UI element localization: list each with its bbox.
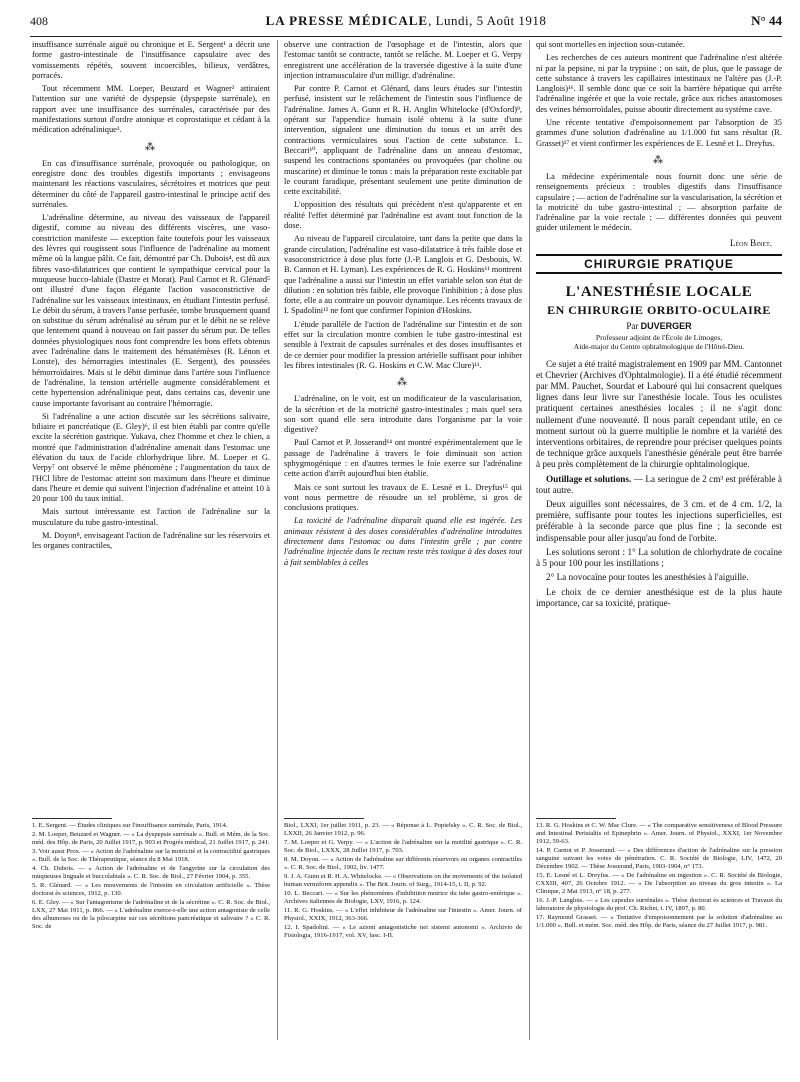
- footnote: 2. M. Loeper, Beuzard et Wagner. — « La dyspepsie surrénale ». Bull. et Mém. de la Soc. méd. des Hôp. de Paris, 20 Juillet 1917, p. 903 et Progrès médical, 21 Juillet 1917, p. 241.: [32, 831, 270, 846]
- footnote: 11. R. G. Hoskins. — « L'effet inhibiteur de l'adrénaline sur l'intestin ». Amer. Journ. of Physiol., XXIX, 1912, 363-366.: [284, 907, 522, 922]
- article-byline: [536, 321, 782, 331]
- affiliation-line: Aide-major du Centre ophtalmologique de l'Hôtel-Dieu.: [573, 341, 745, 351]
- footnote: 8. M. Doyon. — « Action de l'adrénaline sur différents réservoirs ou organes contractiles ». C. R. Soc. de Biol., 1902, liv. 1477.: [284, 856, 522, 871]
- article-title: L'ANESTHÉSIE LOCALE: [565, 284, 753, 301]
- paragraph: L'étude parallèle de l'action de l'adrénaline sur l'intestin et de son effet sur la circulation montre combien le tube gastro-intestinal est sensible à l'extrait de capsules surrénales et des doses insuffisantes et de ce dernier pour modifier la pression artérielle suffisant pour inhiber les fibres intestinales (R. G. Hoskins et C.W. Mac Clure)¹³.: [284, 319, 522, 370]
- article-author: DUVERGER: [640, 321, 692, 332]
- byline-prefix: Par: [626, 321, 639, 332]
- journal-name: LA PRESSE MÉDICALE: [265, 13, 429, 28]
- paragraph: Si l'adrénaline a une action discutée sur les sécrétions salivaire, biliaire et pancréatique (E. Gley)⁶, il est bien établi par contre qu'elle excite la sécrétion gastrique. Yukava, chez l'homme et chez le chien, a montré que l'administration d'adrénaline amenait dans l'estomac une élévation du taux de l'acide chlorhydrique libre. M. Loeper et G. Verpy⁷ ont observé le même phénomène ; l'augmentation du taux de l'HCl libre de l'estomac atteint son maximum dans l'heure et diminue dans l'heure et demie qui suivent l'injection d'adrénaline et atteint 10 à 20 pour 100 du taux initial.: [32, 411, 270, 504]
- paragraph: La toxicité de l'adrénaline disparaît quand elle est ingérée. Les animaux résistent à des doses considérables d'adrénaline introduites directement dans l'estomac ou dans l'intestin grêle ; par contre l'adrénaline injectée dans le rectum reste très toxique à des doses tout à fait semblables à celles: [284, 516, 522, 567]
- article-subtitle: EN CHIRURGIE ORBITO-OCULAIRE: [547, 303, 771, 318]
- paragraph: L'adrénaline détermine, au niveau des vaisseaux de l'appareil digestif, comme au niveau des différents viscères, une vaso-constriction manifeste — exception faite toutefois pour les vaisseaux des lèvres qui rougissent sous l'influence de l'adrénaline au moment même où la langue pâlit. Ce fait, démontré par Ch. Dubois⁴, est dû aux fibres vaso-dilatatrices que contient le sympathique cervical pour la muqueuse bucco-labiale (Dastre et Morat). Paul Carnot et R. Glénard⁵ ont illustré d'une façon élégante l'action vasoconstrictive de l'adrénaline sur les vaisseaux intestinaux, en étudiant l'intestin perfusé. Le débit du sérum, à travers l'anse perfusée, tombe brusquement quand on substitue du sérum adrénalisé au sérum pur et le débit ne se relève que lentement quand à nouveau on fait passer du sérum pur. De telles données physiologiques nous font comprendre les bons effets obtenus avec l'adrénaline dans le traitement des hématémèses (R. Lénon et Lonste), des hémorragies intestinales (E. Sergent), des poussées hémorroïdaires. Mais si le débit diminue dans l'artère sous l'influence de l'adrénaline, la tension artérielle augmente considérablement et cette hypertension adrénalinique peut, dans certains cas, devenir une cause importante favorisant au contraire l'hémorragie.: [32, 213, 270, 408]
- paragraph: M. Doyon⁸, envisageant l'action de l'adrénaline sur les réservoirs et les organes contractiles,: [32, 531, 270, 551]
- paragraph: Paul Carnot et P. Josserand¹⁴ ont montré expérimentalement que le passage de l'adrénaline à travers le foie diminuait son action sphygmogénique : en d'autres termes le foie exerce sur l'adrénaline cette action d'arrêt aujourd'hui bien établie.: [284, 438, 522, 479]
- paragraph: observe une contraction de l'œsophage et de l'intestin, alors que l'estomac tantôt se contracte, tantôt se relâche. M. Loeper et G. Verpy enregistrent une accélération de la traversée digestive à la suite d'une injection intramusculaire d'un milligr. d'adrénaline.: [284, 40, 522, 80]
- paragraph: Tout récemment MM. Loeper, Beuzard et Wagner² attiraient l'attention sur une variété de dyspepsie (dyspepsie surrénale), en rapport avec une insuffisance des surrénales, caractérisée par des manifestations surtout d'ordre atonique et coprostatique et cédant à la médication adrénalinique³.: [32, 84, 270, 135]
- paragraph: Le choix de ce dernier anesthésique est de la plus haute importance, car sa toxicité, pratique-: [536, 586, 782, 608]
- running-title: [30, 13, 782, 29]
- footnote: 14. P. Carnot et P. Josserand. — « Des différences d'action de l'adrénaline sur la pression sanguine suivant les voies de pénétration. C. R. Société de Biologie, LIV, 1472, 20 Décembre 1902. — Thèse Josserand, Paris, 1903-1904, n° 173.: [536, 847, 782, 870]
- footnotes-column-3: [536, 822, 782, 931]
- paragraph: Deux aiguilles sont nécessaires, de 3 cm. et de 4 cm. 1/2, la première, suffisante pour toutes les injections superficielles, est préférable à la seconde parce que plus fine ; la seconde est indispensable pour aller jusqu'au fond de l'orbite.: [536, 499, 782, 543]
- header-rule: [30, 36, 782, 37]
- asterism: ⁂: [397, 377, 409, 389]
- column-3: [536, 40, 782, 612]
- paragraph-text: — La seringue de 2 cm³ est préférable à tout autre.: [536, 473, 782, 495]
- footnote: 12. I. Spadolini. — « Le azioni antagonistiche nei sistemi autonomi ». Archivio de Fisiologia, 1916-1917, vol. XV, fasc. I-II.: [284, 924, 522, 939]
- footnote-rule: [284, 818, 364, 819]
- footnote: Biol., LXXI, 1er juillet 1911, p. 23. — « Réponse à L. Popielsky ». C. R. Soc. de Biol., LXXII, 26 Janvier 1912, p. 96.: [284, 822, 522, 837]
- footnotes-column-2: [284, 822, 522, 941]
- footnote-rule: [32, 818, 112, 819]
- footnote: 16. J.-P. Langlois. — « Les capsules surrénales ». Thèse doctorat ès sciences et Travaux du laboratoire de physiologie du prof. Ch. Richet, t. IV, 1897, p. 80.: [536, 897, 782, 912]
- footnote: 7. M. Loeper et G. Verpy. — « L'action de l'adrénaline sur la motilité gastrique ». C. R. Soc. de Biol., LXXX, 28 Juillet 1917, p. 703.: [284, 839, 522, 854]
- paragraph: Mais surtout intéressante est l'action de l'adrénaline sur la musculature du tube gastro-intestinal.: [32, 507, 270, 527]
- asterism: ⁂: [145, 141, 157, 153]
- asterism: ⁂: [653, 154, 665, 166]
- footnote-rule: [536, 818, 616, 819]
- footnote: 3. Voir aussi Prox. — « Action de l'adrénaline sur la motricité et la contractilité gastriques ». Bull. de la Soc. de Thérapeutique, séance du 8 Mai 1918.: [32, 848, 270, 863]
- paragraph: L'opposition des résultats qui précèdent n'est qu'apparente et en réalité l'effet déterminé par l'adrénaline est avant tout fonction de la dose.: [284, 200, 522, 231]
- column-1: [32, 40, 270, 555]
- page-number: 408: [30, 14, 48, 28]
- footnote: 4. Ch. Dubois. — « Action de l'adrénaline et de l'angyrine sur la circulation des muqueuses linguale et buccolabiale ». C. R. Soc. de Biol., 27 Février 1904, p. 355.: [32, 865, 270, 880]
- author-affiliation: [536, 333, 782, 351]
- column-2: [284, 40, 522, 571]
- paragraph: Une récente tentative d'empoisonnement par l'absorption de 35 grammes d'une solution d'adrénaline au 1/1.000 fut sans résultat (R. Grasset)¹⁷ et vient confirmer les expériences de E. Lesné et L. Dreyfus.: [536, 118, 782, 148]
- paragraph: L'adrénaline, on le voit, est un modificateur de la vascularisation, de la sécrétion et de la motricité gastro-intestinales ; mais quel sera son sort quand elle sera introduite dans l'organisme par la voie digestive?: [284, 394, 522, 435]
- footnote: 6. E. Gley. — « Sur l'antagonisme de l'adrénaline et de la sécrétine ». C. R. Soc. de Biol., LXX, 27 Mai 1911, p. 866. — « L'adrénaline exerce-t-elle une action antagoniste de celle des albumoses ou de la pilocarpine sur ces sécrétions pancréatique et salivaire ? » C. R. Soc. de: [32, 899, 270, 930]
- author-signature: Léon Binet.: [730, 237, 772, 248]
- paragraph: 2° La novocaïne pour toutes les anesthésies à l'aiguille.: [546, 572, 749, 583]
- paragraph: Les recherches de ces auteurs montrent que l'adrénaline n'est altérée ni par la pepsine, ni par la trypsine ; on sait, de plus, que le passage de cette substance à travers les capillaires intestinaux ne l'altère pas (J.-P. Langlois)¹⁶. Il semble donc que ce soit la barrière hépatique qui arrête l'adrénaline ingérée et que la voie rectale, grâce aux riches anastomoses des veines hémorroïdales, puisse aboutir directement au système cave.: [536, 53, 782, 114]
- footnotes-column-1: [32, 822, 270, 932]
- paragraph: Par contre P. Carnot et Glénard, dans leurs études sur l'intestin perfusé, insistent sur le relâchement de l'intestin sous l'influence de l'adrénaline. James A. Gunn et R. H. Anglin Whitelocke (d'Oxford)⁹, opérant sur l'appendice humain isolé obtenu à la suite d'une intervention, signalent une diminution du tonus et un arrêt des contractions vermiculaires sous l'action de cette substance. L. Beccari¹⁰, appliquant de l'adrénaline dans un anneau d'estomac, suspend les contractions spontanées ou provoquées (par choline ou muscarine) et diminue le tonus : mais la préparation reste excitable par le courant faradique, présentant seulement une petite diminution de cette excitabilité.: [284, 84, 522, 197]
- paragraph: La médecine expérimentale nous fournit donc une série de renseignements précieux : troubles digestifs dans l'insuffisance capsulaire ; — action de l'adrénaline sur la vascularisation, la sécrétion et la motricité du tube gastro-intestinal ; — absorption parfaite de l'adrénaline par la voie rectale ; — différentes données qui peuvent guider utilement le médecin.: [536, 171, 782, 233]
- paragraph: Au niveau de l'appareil circulatoire, tant dans la petite que dans la grande circulation, l'adrénaline est vaso-dilatatrice à très faible dose et vasoconstrictrice à dose plus forte (J.-P. Langlois et G. Desbouis, W. B. Cannon et H. Lyman). Les expériences de R. G. Hoskins¹¹ montrent que l'adrénaline a aussi sur l'intestin un effet variable selon son état de dilution : en solution très faible, elle provoque l'inhibition ; à dose plus forte, elle a au contraire un pouvoir dynamique. Les récents travaux de I. Spadolini¹² ne font que confirmer l'opinion d'Hoskins.: [284, 234, 522, 316]
- affiliation-line: Professeur adjoint de l'École de Limoges,: [595, 332, 723, 342]
- paragraph: Les solutions seront : 1° La solution de chlorhydrate de cocaïne à 5 pour 100 pour les instillations ;: [536, 546, 782, 569]
- paragraph: En cas d'insuffisance surrénale, provoquée ou pathologique, on enregistre donc des troubles digestifs importants ; envisageons maintenant les réactions vasculaires, sécrétoires et motrices que peut déterminer du côté de l'appareil gastro-intestinal le principe actif des surrénales.: [32, 158, 270, 209]
- footnote: 15. E. Lesné et L. Dreyfus. — « De l'adrénaline en ingestion ». C. R. Société de Biologie, CXXIII, 407, 26 Octobre 1912. — « De l'absorption au niveau du gros intestin ». La Clinique, 2 Mai 1913, n° 18, p. 277.: [536, 872, 782, 895]
- page-header: [30, 10, 782, 32]
- paragraph: Ce sujet a été traité magistralement en 1909 par MM. Cantonnet et Chevrier (Archives d'Ophtalmologie). Il a été étudié récemment par MM. Pauchet, Sourdat et Labouré qui lui consacrent quelques lignes dans leur livre sur l'anesthésie locale. Tous les oculistes pratiquent certaines anesthésies locales ; il ne s'agit donc nullement d'une nouveauté. Il nous paraît cependant utile, en ce moment surtout où la guerre multiplie le nombre et la variété des interventions orbitaires, de reprendre pour préciser quelques points de technique grâce auxquels l'anesthésie générale peut être barrée à peu près complètement de la chirurgie ophtalmologique.: [536, 358, 782, 470]
- column-divider: [529, 40, 530, 1040]
- footnote: 17. Raymond Grasset. — « Tentative d'empoisonnement par la solution d'adrénaline au 1/1.000 ». Bull. et mém. Soc. méd. des Hôp. de Paris, séance du 27 Juillet 1917, p. 981.: [536, 914, 782, 929]
- paragraph: Mais ce sont surtout les travaux de E. Lesné et L. Dreyfus¹⁵ qui vont nous permettre de résoudre un tel problème, si gros de conclusions pratiques.: [284, 482, 522, 513]
- footnote: 9. J. A. Gunn et R. H. A. Whitelocke. — « Observations on the movements of the isolated human vermiform appendix ». The Brit. Journ. of Surg., 1914-15, t. II, p. 92.: [284, 873, 522, 888]
- paragraph: [536, 474, 782, 496]
- footnote: 10. L. Beccari. — « Sur les phénomènes d'inhibition motrice du tube gastro-entérique ». Archives italiennes de Biologie, LXV, 1916, p. 124.: [284, 890, 522, 905]
- section-banner: CHIRURGIE PRATIQUE: [536, 254, 782, 274]
- section-heading: Outillage et solutions.: [546, 473, 632, 484]
- column-divider: [277, 40, 278, 1040]
- issue-date: , Lundi, 5 Août 1918: [428, 13, 547, 28]
- paragraph: qui sont mortelles en injection sous-cutanée.: [536, 40, 685, 49]
- article-body: [536, 359, 782, 609]
- footnote: 1. E. Sergent. — Études cliniques sur l'insuffisance surrénale, Paris, 1914.: [32, 822, 228, 829]
- paragraph: insuffisance surrénale aiguë ou chronique et E. Sergent¹ a décrit une forme gastro-intestinale de l'insuffisance capsulaire avec des vomissements répétés, souvent incoercibles, bilieux, verdâtres, porracés.: [32, 40, 270, 80]
- issue-number: N° 44: [751, 13, 782, 28]
- footnote: 13. R. G. Hoskins et C. W. Mac Clure. — « The comparative sensitiveness of Blood Pressure and Intestinal Peristaltis of Epinephrin ». Amer. Journ. of Physiol., XXXI, 1er Novembre 1912, 59-63.: [536, 822, 782, 845]
- footnote: 5. R. Glénard. — « Les mouvements de l'intestin en circulation artificielle ». Thèse doctorat ès sciences, 1912, p. 130.: [32, 882, 270, 897]
